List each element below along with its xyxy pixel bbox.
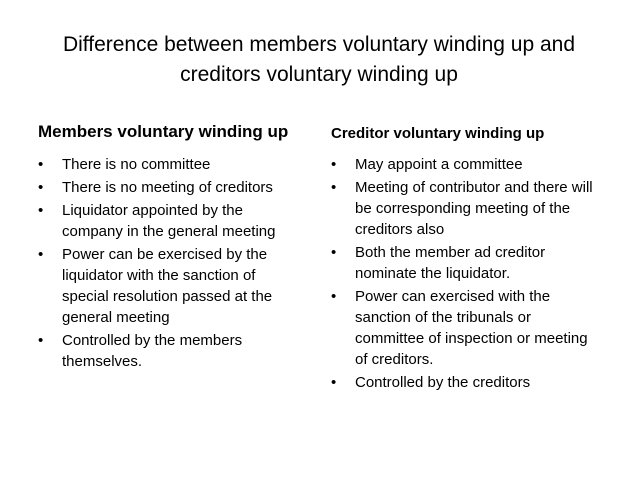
bullet-icon: • <box>331 179 337 196</box>
bullet-icon: • <box>331 244 337 261</box>
bullet-icon: • <box>38 156 44 173</box>
list-item-text: Controlled by the creditors <box>355 374 531 391</box>
list-item <box>331 286 601 370</box>
title-line-2: creditors voluntary winding up <box>180 63 458 86</box>
list-item-text: May appoint a committee <box>355 156 523 173</box>
list-item-text: Meeting of contributor and there will be corresponding meeting of the creditors also <box>355 179 593 238</box>
list-item <box>331 372 601 393</box>
members-bullet-list <box>38 154 300 374</box>
list-item <box>38 200 300 242</box>
list-item-text: Power can exercised with the sanction of the tribunals or committee of inspection or meeting of creditors. <box>355 288 588 368</box>
list-item <box>331 242 601 284</box>
bullet-icon: • <box>331 374 337 391</box>
list-item-text: There is no committee <box>62 156 211 173</box>
list-item <box>331 177 601 240</box>
list-item <box>38 177 300 198</box>
creditors-bullet-list <box>331 154 601 395</box>
list-item <box>38 330 300 372</box>
list-item-text: Liquidator appointed by the company in the general meeting <box>62 202 276 240</box>
list-item <box>38 244 300 328</box>
creditors-column-heading: Creditor voluntary winding up <box>331 125 545 142</box>
list-item-text: There is no meeting of creditors <box>62 179 273 196</box>
list-item-text: Both the member ad creditor nominate the liquidator. <box>355 244 546 282</box>
bullet-icon: • <box>331 156 337 173</box>
members-column-heading: Members voluntary winding up <box>38 122 289 141</box>
bullet-icon: • <box>38 179 44 196</box>
slide-title <box>20 30 618 90</box>
list-item <box>331 154 601 175</box>
bullet-icon: • <box>38 332 44 349</box>
list-item-text: Power can be exercised by the liquidator with the sanction of special resolution passed at the general meeting <box>62 246 273 326</box>
bullet-icon: • <box>38 246 44 263</box>
list-item-text: Controlled by the members themselves. <box>62 332 243 370</box>
bullet-icon: • <box>38 202 44 219</box>
title-line-1: Difference between members voluntary winding up and <box>62 33 576 56</box>
list-item <box>38 154 300 175</box>
bullet-icon: • <box>331 288 337 305</box>
